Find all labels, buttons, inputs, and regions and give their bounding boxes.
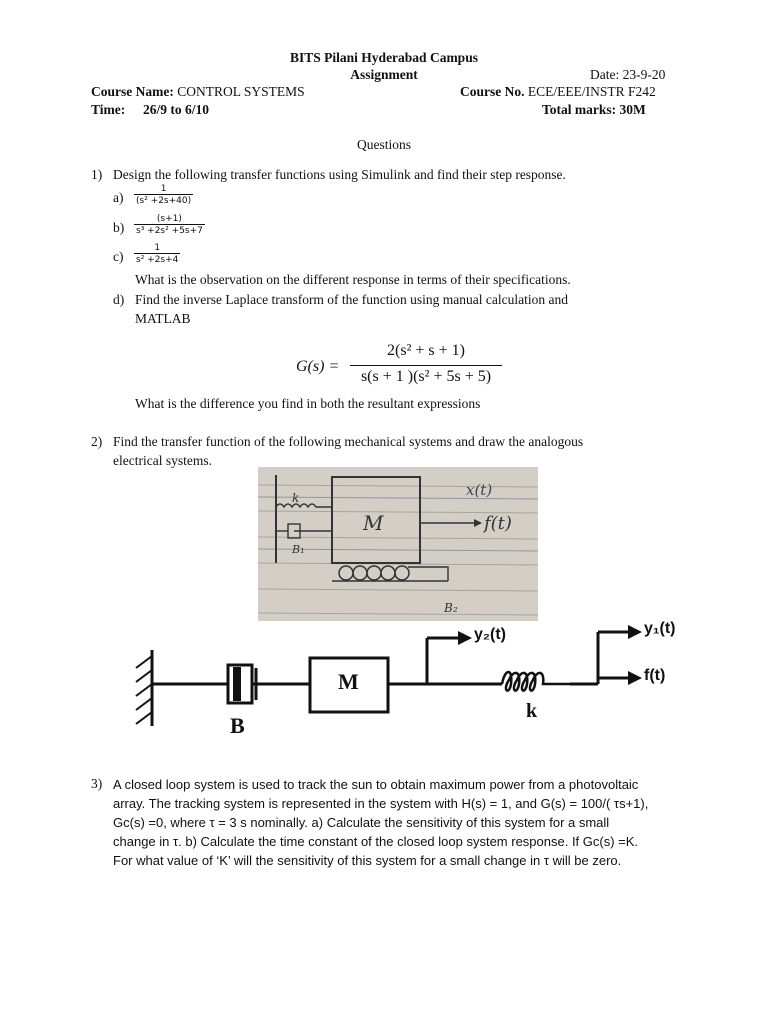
q1a-label: a) <box>113 190 124 205</box>
handwritten-system-photo <box>258 467 538 621</box>
mechanical-system-diagram <box>120 620 700 750</box>
course-no-value: ECE/EEE/INSTR F242 <box>524 84 656 99</box>
photo-b1-label: B₁ <box>292 543 305 556</box>
q1a-fraction <box>134 184 193 206</box>
q1a-denominator: (s² +2s+40) <box>136 196 192 206</box>
q1b-numerator: (s+1) <box>156 214 182 224</box>
photo-x-label: x(t) <box>466 481 493 499</box>
q3-line-1: A closed loop system is used to track the sun to obtain maximum power from a photovoltaic <box>113 777 639 792</box>
q3-line-2: array. The tracking system is represented in the system with H(s) = 1, and G(s) = 100/( τs+1), <box>113 796 649 811</box>
diagram-spring-label: k <box>526 700 538 722</box>
diagram-mass-label: M <box>338 669 359 694</box>
time-value: 26/9 to 6/10 <box>143 102 209 117</box>
q3-line-4: change in τ. b) Calculate the time constant of the closed loop system response. If Gc(s) =K. <box>113 834 639 849</box>
q1c-denominator: s² +2s+4 <box>136 255 179 265</box>
course-name-value: CONTROL SYSTEMS <box>173 84 305 99</box>
q1-number: 1) <box>91 167 103 182</box>
equation-lhs: G(s) = <box>296 358 340 375</box>
q3-number: 3) <box>91 776 103 791</box>
q2-text-2: electrical systems. <box>113 453 212 468</box>
diagram-y2-label: y₂(t) <box>474 626 506 643</box>
q2-text-1: Find the transfer function of the following mechanical systems and draw the analogous <box>113 434 584 449</box>
photo-b2-label: B₂ <box>444 601 458 615</box>
q1c-numerator: 1 <box>154 243 161 253</box>
q1a-numerator: 1 <box>160 184 167 194</box>
q1d-label: d) <box>113 292 125 307</box>
q1d-text-1: Find the inverse Laplace transform of the function using manual calculation and <box>135 292 568 307</box>
course-name-label: Course Name: <box>91 84 174 99</box>
questions-heading: Questions <box>357 137 411 152</box>
equation-denominator: s(s + 1 )(s² + 5s + 5) <box>360 368 492 385</box>
photo-mass-label: M <box>363 511 384 535</box>
total-marks: Total marks: 30M <box>542 102 646 117</box>
date: Date: 23-9-20 <box>590 67 666 82</box>
q1c-fraction <box>134 243 180 265</box>
q1-observation: What is the observation on the different response in terms of their specifications. <box>135 272 571 287</box>
equation-fraction-bar <box>350 365 502 366</box>
photo-force-label: f(t) <box>484 513 512 534</box>
diagram-force-label: f(t) <box>644 667 666 684</box>
equation-numerator: 2(s² + s + 1) <box>387 342 465 359</box>
campus-title: BITS Pilani Hyderabad Campus <box>290 50 478 65</box>
q2-number: 2) <box>91 434 103 449</box>
q1-difference: What is the difference you find in both the resultant expressions <box>135 396 481 411</box>
diagram-damper-label: B <box>230 713 245 738</box>
q3-line-5: For what value of ‘K’ will the sensitivity of this system for a small change in τ will be zero. <box>113 853 622 868</box>
q3-line-3: Gc(s) =0, where τ = 3 s nominally. a) Calculate the sensitivity of this system for a small <box>113 815 610 830</box>
q3-text <box>113 775 673 870</box>
q1c-label: c) <box>113 249 124 264</box>
course-number <box>460 84 656 100</box>
course-no-label: Course No. <box>460 84 525 99</box>
q1d-text-2: MATLAB <box>135 311 191 326</box>
q1b-label: b) <box>113 220 125 235</box>
assignment-title: Assignment <box>350 67 418 82</box>
time-label: Time: <box>91 102 126 117</box>
course-name <box>91 84 305 100</box>
diagram-y1-label: y₁(t) <box>644 620 676 637</box>
q1b-fraction <box>134 214 205 236</box>
q1-text: Design the following transfer functions using Simulink and find their step response. <box>113 167 566 182</box>
photo-k-label: k <box>292 491 300 505</box>
q1b-denominator: s³ +2s² +5s+7 <box>136 226 203 236</box>
